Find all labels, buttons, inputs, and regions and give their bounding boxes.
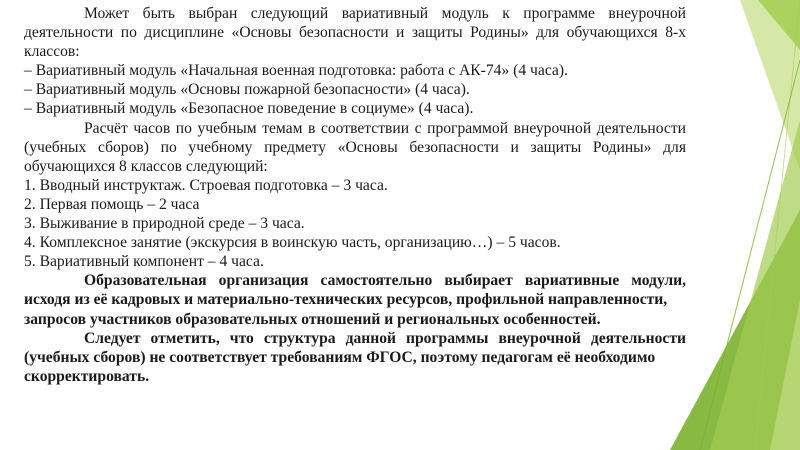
paragraph-hours-intro: Расчёт часов по учебным темам в соответствии с программой внеурочной деятельности (учебных сборов) по учебному предмету «Основы безопасности и защиты Родины» для обучающихся 8 классов следующий: — [24, 119, 686, 175]
hours-item-1: 1. Вводный инструктаж. Строевая подготовка – 3 часа. — [24, 176, 388, 194]
green-triangles-decoration — [670, 0, 800, 450]
hours-item-4: 4. Комплексное занятие (экскурсия в воинскую часть, организацию…) – 5 часов. — [24, 234, 561, 252]
paragraph-fgos-note: Следует отметить, что структура данной программы внеурочной деятельности (учебных сборов) не соответствует требованиям ФГОС, поэтому педагогам её необходимо — [24, 329, 686, 366]
paragraph-organization: Образовательная организация самостоятельно выбирает вариативные модули, исходя из её кадровых и материально-технических ресурсов, профильной направленности, — [24, 272, 686, 309]
module-item-1: – Вариативный модуль «Начальная военная подготовка: работа с АК-74» (4 часа). — [24, 62, 568, 80]
hours-item-5: 5. Вариативный компонент – 4 часа. — [24, 253, 264, 271]
hours-item-2: 2. Первая помощь – 2 часа — [24, 195, 200, 213]
body-text — [24, 4, 686, 386]
paragraph-fgos-note-cont: скорректировать. — [24, 367, 150, 385]
module-item-2: – Вариативный модуль «Основы пожарной безопасности» (4 часа). — [24, 81, 470, 99]
paragraph-modules-intro: Может быть выбран следующий вариативный модуль к программе внеурочной деятельности по дисциплине «Основы безопасности и защиты Родины» для обучающихся 8-х классов: — [24, 5, 686, 61]
module-item-3: – Вариативный модуль «Безопасное поведение в социуме» (4 часа). — [24, 100, 474, 118]
hours-item-3: 3. Выживание в природной среде – 3 часа. — [24, 215, 305, 233]
paragraph-organization-cont: запросов участников образовательных отношений и региональных особенностей. — [24, 310, 601, 328]
